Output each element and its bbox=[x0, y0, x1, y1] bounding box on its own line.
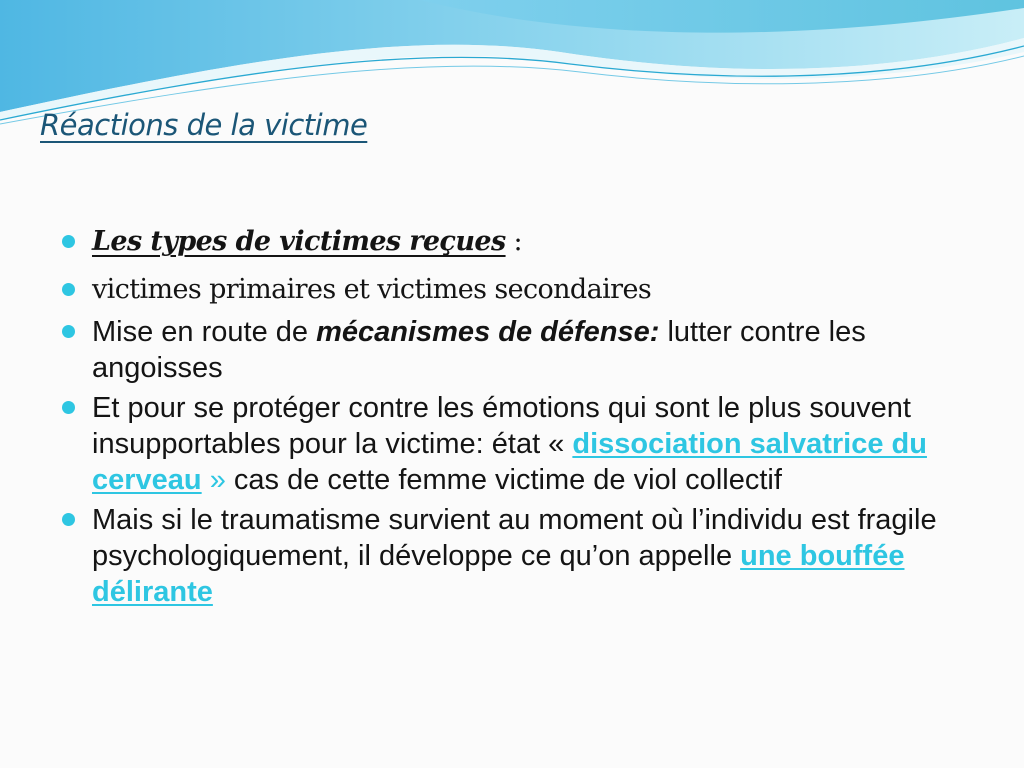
bullet-emotion-protection bbox=[62, 390, 962, 498]
defense-mechanisms-emphasis: mécanismes de défense: bbox=[316, 316, 660, 348]
delusional-text-before: Mais si le traumatisme survient au moment où l’individu est fragile psychologiquement, il développe ce qu’on appelle bbox=[92, 504, 937, 572]
protection-text-after: cas de cette femme victime de viol collectif bbox=[225, 464, 782, 496]
victim-types-heading: Les types de victimes reçues bbox=[92, 226, 506, 257]
bullet-delusional-episode bbox=[62, 502, 962, 610]
bullet-primary-secondary bbox=[62, 266, 962, 314]
primary-secondary-text: victimes primaires et victimes secondaires bbox=[92, 274, 652, 305]
decorative-wave-header bbox=[0, 0, 1024, 125]
victim-types-colon: : bbox=[505, 226, 523, 257]
defense-text-before: Mise en route de bbox=[92, 316, 317, 348]
defense-text-after: lutter contre les angoisses bbox=[92, 316, 866, 384]
bullet-dot-icon bbox=[62, 401, 75, 414]
bullet-dot-icon bbox=[62, 325, 75, 338]
bullet-dot-icon bbox=[62, 283, 75, 296]
delusional-episode-link[interactable]: une bouffée délirante bbox=[92, 540, 905, 608]
protection-text-before: Et pour se protéger contre les émotions qui sont le plus souvent insupportables pour la victime: état « bbox=[92, 392, 911, 460]
slide-title: Réactions de la victime bbox=[40, 108, 368, 142]
bullet-defense-mechanisms bbox=[62, 314, 962, 386]
bullet-victim-types bbox=[62, 218, 962, 266]
dissociation-link[interactable]: dissociation salvatrice du cerveau bbox=[92, 428, 927, 496]
closing-quote: » bbox=[201, 464, 226, 496]
bullet-list bbox=[62, 218, 962, 614]
bullet-dot-icon bbox=[62, 513, 75, 526]
bullet-dot-icon bbox=[62, 235, 75, 248]
